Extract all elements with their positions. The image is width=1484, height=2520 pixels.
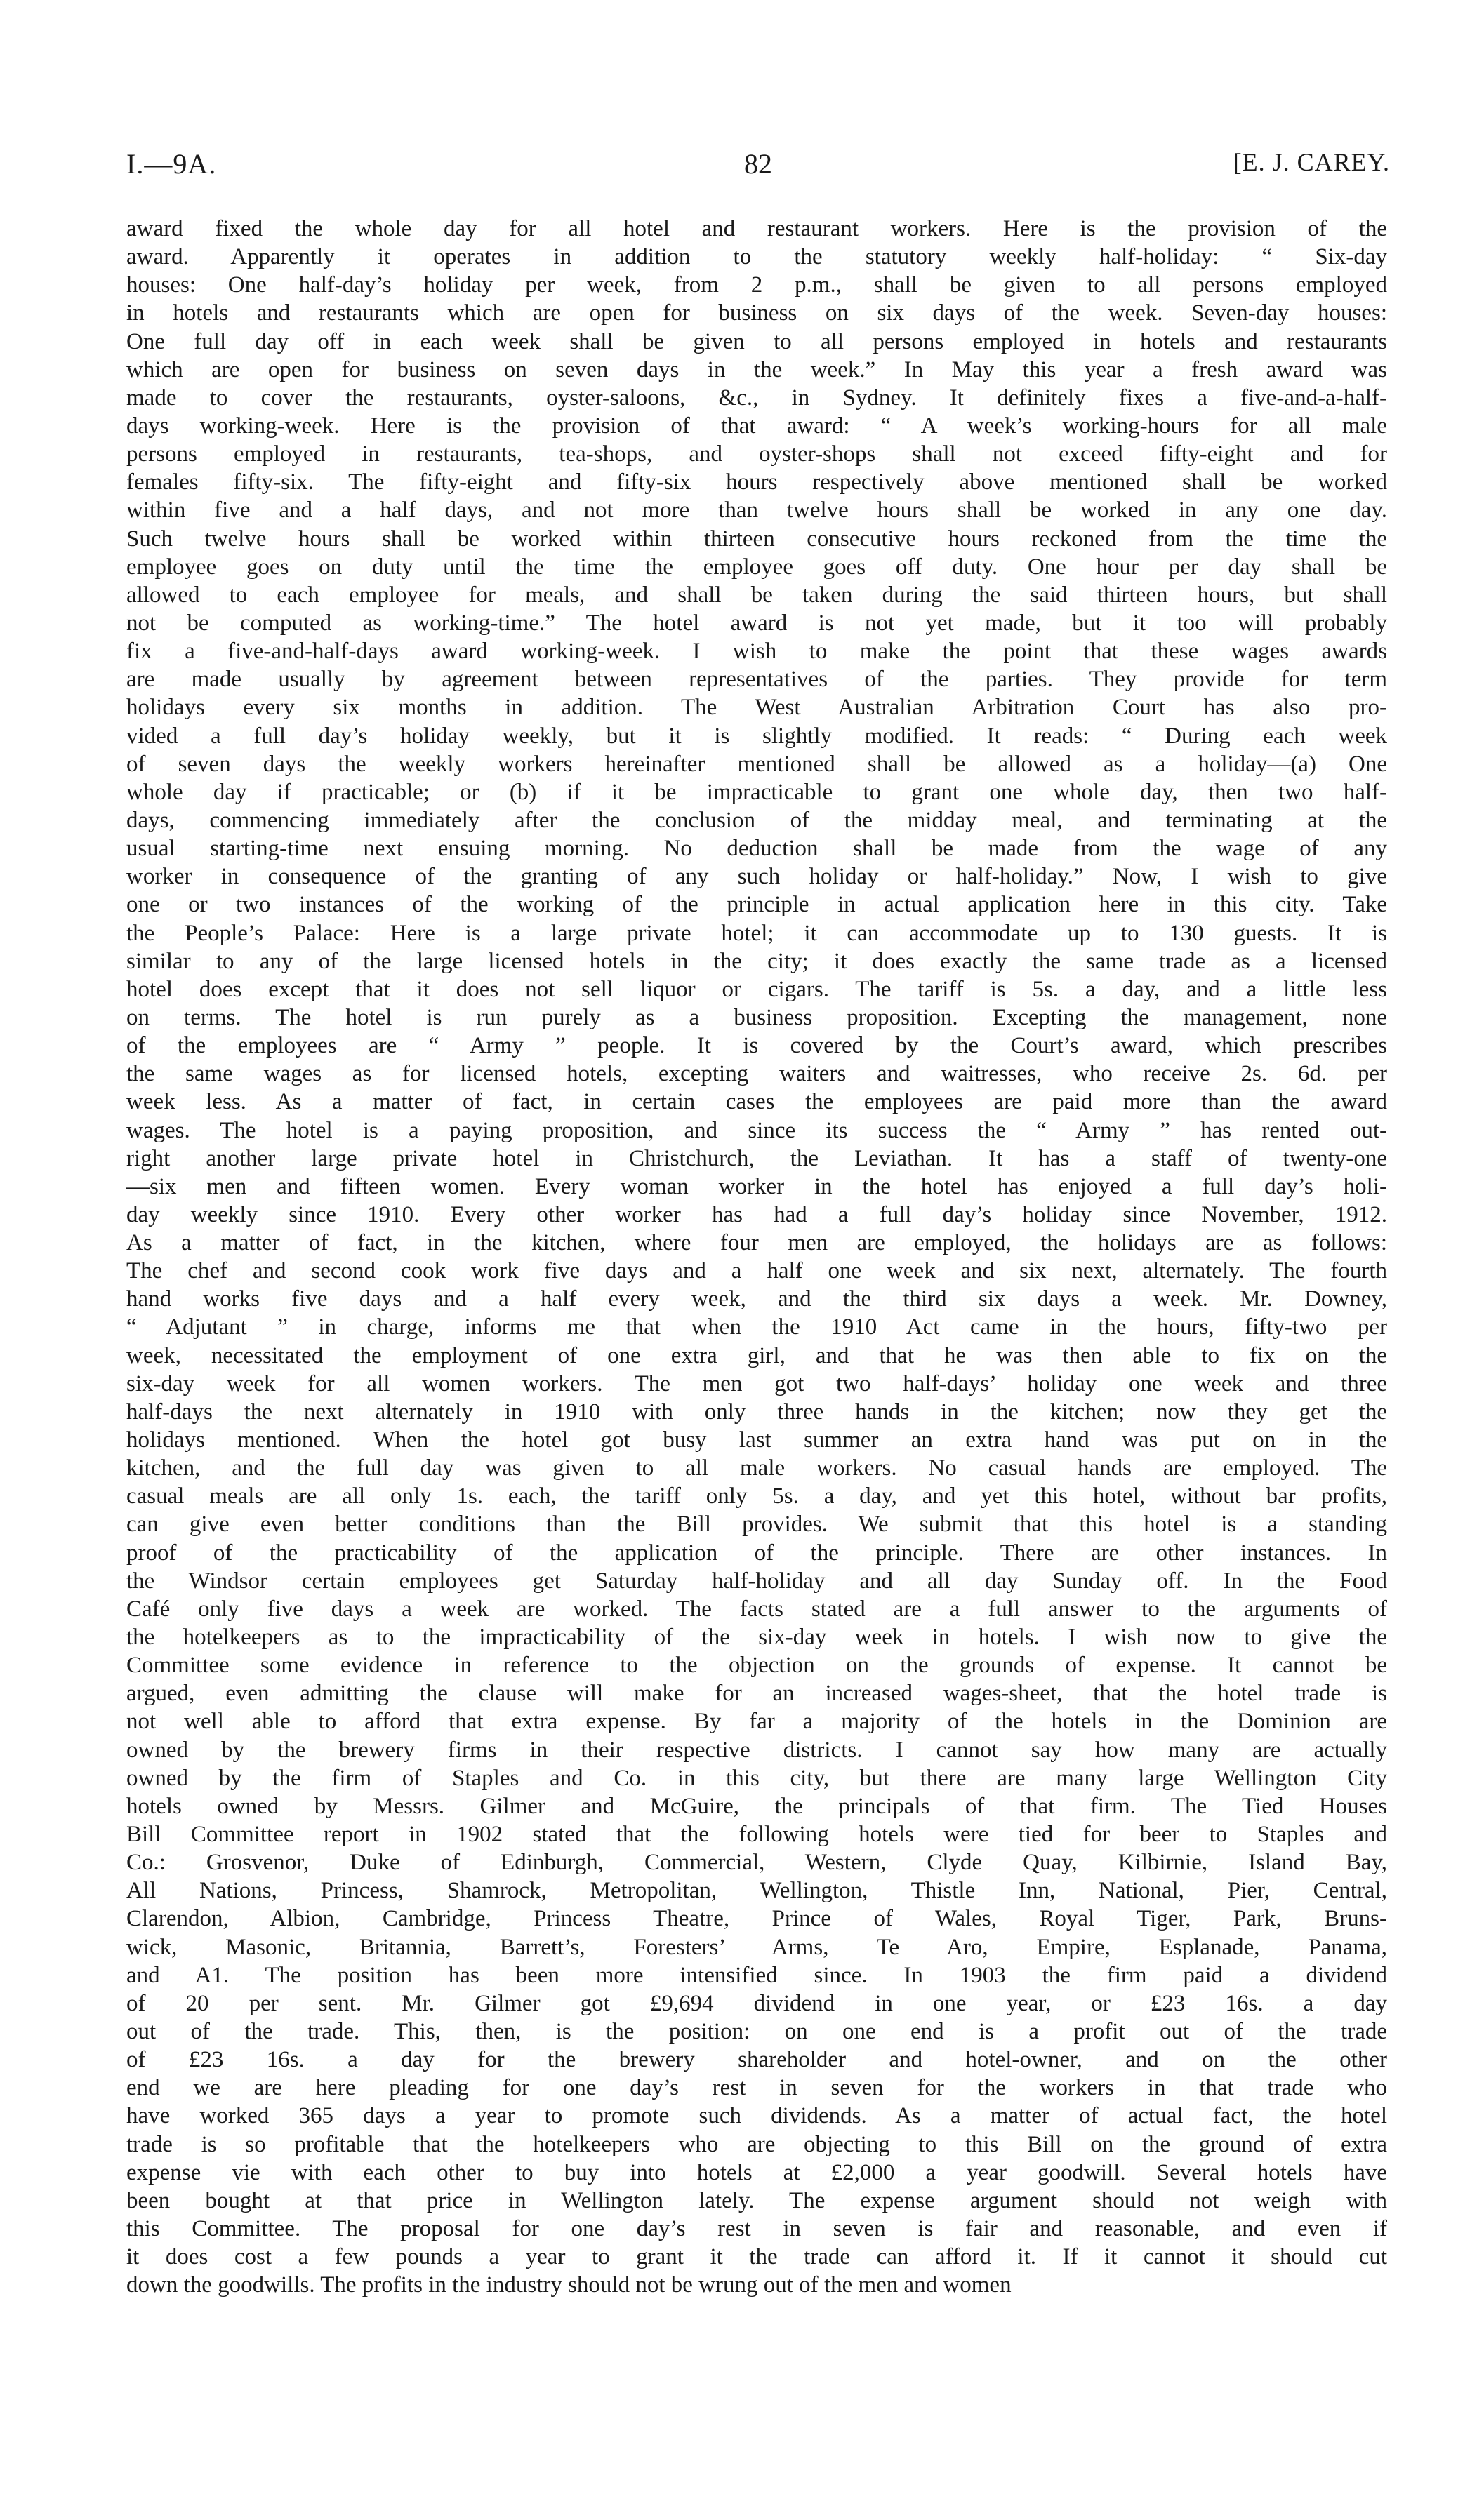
text-line: in hotels and restaurants which are open for business on six days of the week. Seven-day houses: <box>126 300 1387 326</box>
text-line: fix a five-and-half-days award working-week. I wish to make the point that these wages awards <box>126 639 1387 665</box>
text-line: award fixed the whole day for all hotel and restaurant workers. Here is the provision of the <box>126 216 1387 241</box>
text-line: employee goes on duty until the time the employee goes off duty. One hour per day shall be <box>126 554 1387 580</box>
text-line: of seven days the weekly workers hereinafter mentioned shall be allowed as a holiday—(a) One <box>126 751 1387 777</box>
text-line: days, commencing immediately after the conclusion of the midday meal, and terminating at the <box>126 807 1387 833</box>
text-line: have worked 365 days a year to promote such dividends. As a matter of actual fact, the hotel <box>126 2103 1387 2129</box>
text-line: casual meals are all only 1s. each, the tariff only 5s. a day, and yet this hotel, without bar profits, <box>126 1484 1387 1509</box>
text-line: trade is so profitable that the hotelkeepers who are objecting to this Bill on the ground of extra <box>126 2131 1387 2157</box>
text-line: wick, Masonic, Britannia, Barrett’s, Foresters’ Arms, Te Aro, Empire, Esplanade, Panama, <box>126 1934 1387 1960</box>
text-line: this Committee. The proposal for one day’s rest in seven is fair and reasonable, and even if <box>126 2215 1387 2241</box>
body-text <box>126 215 1387 2299</box>
text-line: week less. As a matter of fact, in certain cases the employees are paid more than the award <box>126 1089 1387 1115</box>
text-line: of the employees are “ Army ” people. It is covered by the Court’s award, which prescribes <box>126 1033 1387 1059</box>
text-line: are made usually by agreement between representatives of the parties. They provide for term <box>126 667 1387 693</box>
text-line: owned by the brewery firms in their respective districts. I cannot say how many are actually <box>126 1737 1387 1763</box>
text-line: proof of the practicability of the application of the principle. There are other instances. In <box>126 1540 1387 1566</box>
text-line: six-day week for all women workers. The men got two half-days’ holiday one week and three <box>126 1371 1387 1396</box>
text-line: expense vie with each other to buy into hotels at £2,000 a year goodwill. Several hotels have <box>126 2159 1387 2185</box>
text-line: days working-week. Here is the provision of that award: “ A week’s working-hours for all male <box>126 413 1387 439</box>
text-line: one or two instances of the working of the principle in actual application here in this city. Take <box>126 892 1387 918</box>
text-line: hand works five days and a half every week, and the third six days a week. Mr. Downey, <box>126 1286 1387 1312</box>
text-line: not well able to afford that extra expense. By far a majority of the hotels in the Dominion are <box>126 1709 1387 1735</box>
text-line: hotels owned by Messrs. Gilmer and McGuire, the principals of that firm. The Tied Houses <box>126 1793 1387 1819</box>
text-line: holidays mentioned. When the hotel got busy last summer an extra hand was put on in the <box>126 1427 1387 1453</box>
text-line: week, necessitated the employment of one extra girl, and that he was then able to fix on the <box>126 1342 1387 1368</box>
text-line: which are open for business on seven days in the week.” In May this year a fresh award was <box>126 356 1387 382</box>
text-line: One full day off in each week shall be given to all persons employed in hotels and restaurants <box>126 328 1387 354</box>
page-number: 82 <box>744 148 772 180</box>
text-line: As a matter of fact, in the kitchen, where four men are employed, the holidays are as follows: <box>126 1230 1387 1256</box>
page-header <box>126 147 1390 189</box>
text-line: wages. The hotel is a paying proposition, and since its success the “ Army ” has rented out- <box>126 1117 1387 1143</box>
text-line: on terms. The hotel is run purely as a business proposition. Excepting the management, none <box>126 1004 1387 1030</box>
text-line: “ Adjutant ” in charge, informs me that when the 1910 Act came in the hours, fifty-two per <box>126 1314 1387 1340</box>
text-line: it does cost a few pounds a year to grant it the trade can afford it. If it cannot it should cut <box>126 2244 1387 2270</box>
text-line: hotel does except that it does not sell liquor or cigars. The tariff is 5s. a day, and a little less <box>126 976 1387 1002</box>
text-line: the hotelkeepers as to the impracticability of the six-day week in hotels. I wish now to give the <box>126 1625 1387 1651</box>
text-line: worker in consequence of the granting of any such holiday or half-holiday.” Now, I wish to give <box>126 864 1387 890</box>
text-line: All Nations, Princess, Shamrock, Metropolitan, Wellington, Thistle Inn, National, Pier, Central, <box>126 1878 1387 1904</box>
text-line: argued, even admitting the clause will make for an increased wages-sheet, that the hotel trade is <box>126 1681 1387 1707</box>
text-line: made to cover the restaurants, oyster-saloons, &c., in Sydney. It definitely fixes a five-and-a-half- <box>126 385 1387 411</box>
text-line: the Windsor certain employees get Saturday half-holiday and all day Sunday off. In the Food <box>126 1568 1387 1594</box>
text-line: the People’s Palace: Here is a large private hotel; it can accommodate up to 130 guests. It is <box>126 920 1387 946</box>
text-line: allowed to each employee for meals, and shall be taken during the said thirteen hours, but shall <box>126 582 1387 608</box>
text-line: end we are here pleading for one day’s rest in seven for the workers in that trade who <box>126 2075 1387 2101</box>
text-line: Bill Committee report in 1902 stated that the following hotels were tied for beer to Staples and <box>126 1822 1387 1848</box>
text-line: award. Apparently it operates in addition to the statutory weekly half-holiday: “ Six-day <box>126 244 1387 270</box>
text-line: persons employed in restaurants, tea-shops, and oyster-shops shall not exceed fifty-eight and for <box>126 441 1387 467</box>
text-line: The chef and second cook work five days and a half one week and six next, alternately. The fourth <box>126 1258 1387 1284</box>
text-line: holidays every six months in addition. The West Australian Arbitration Court has also pro- <box>126 695 1387 721</box>
text-line: usual starting-time next ensuing morning. No deduction shall be made from the wage of any <box>126 836 1387 862</box>
text-line: and A1. The position has been more intensified since. In 1903 the firm paid a dividend <box>126 1962 1387 1988</box>
speaker-name: [E. J. CAREY. <box>1233 148 1390 176</box>
text-line: Co.: Grosvenor, Duke of Edinburgh, Commercial, Western, Clyde Quay, Kilbirnie, Island Bay, <box>126 1850 1387 1876</box>
text-line: can give even better conditions than the Bill provides. We submit that this hotel is a standing <box>126 1512 1387 1538</box>
text-line: kitchen, and the full day was given to all male workers. No casual hands are employed. The <box>126 1455 1387 1481</box>
text-line: owned by the firm of Staples and Co. in this city, but there are many large Wellington City <box>126 1765 1387 1791</box>
text-line: females fifty-six. The fifty-eight and fifty-six hours respectively above mentioned shall be worked <box>126 469 1387 495</box>
text-line: down the goodwills. The profits in the industry should not be wrung out of the men and women <box>126 2272 1012 2298</box>
text-line: not be computed as working-time.” The hotel award is not yet made, but it too will probably <box>126 610 1387 636</box>
text-line: out of the trade. This, then, is the position: on one end is a profit out of the trade <box>126 2019 1387 2044</box>
text-line: Committee some evidence in reference to the objection on the grounds of expense. It cannot be <box>126 1653 1387 1679</box>
text-line: houses: One half-day’s holiday per week, from 2 p.m., shall be given to all persons employed <box>126 272 1387 298</box>
text-line: of 20 per sent. Mr. Gilmer got £9,694 dividend in one year, or £23 16s. a day <box>126 1990 1387 2016</box>
text-line: within five and a half days, and not more than twelve hours shall be worked in any one day. <box>126 498 1387 524</box>
text-line: the same wages as for licensed hotels, excepting waiters and waitresses, who receive 2s. 6d. per <box>126 1061 1387 1087</box>
text-line: similar to any of the large licensed hotels in the city; it does exactly the same trade as a licensed <box>126 948 1387 974</box>
text-line: half-days the next alternately in 1910 with only three hands in the kitchen; now they get the <box>126 1399 1387 1425</box>
text-line: right another large private hotel in Christchurch, the Leviathan. It has a staff of twenty-one <box>126 1145 1387 1171</box>
text-line: been bought at that price in Wellington lately. The expense argument should not weigh with <box>126 2187 1387 2213</box>
document-reference: I.—9A. <box>126 148 217 180</box>
text-line: Clarendon, Albion, Cambridge, Princess Theatre, Prince of Wales, Royal Tiger, Park, Bruns- <box>126 1906 1387 1932</box>
text-line: Such twelve hours shall be worked within thirteen consecutive hours reckoned from the time the <box>126 526 1387 552</box>
text-line: day weekly since 1910. Every other worker has had a full day’s holiday since November, 1912. <box>126 1201 1387 1227</box>
text-line: whole day if practicable; or (b) if it be impracticable to grant one whole day, then two half- <box>126 779 1387 805</box>
text-line: vided a full day’s holiday weekly, but it is slightly modified. It reads: “ During each week <box>126 723 1387 749</box>
text-line: —six men and fifteen women. Every woman worker in the hotel has enjoyed a full day’s holi- <box>126 1173 1387 1199</box>
text-line: of £23 16s. a day for the brewery shareholder and hotel-owner, and on the other <box>126 2047 1387 2073</box>
text-line: Café only five days a week are worked. The facts stated are a full answer to the arguments of <box>126 1596 1387 1622</box>
